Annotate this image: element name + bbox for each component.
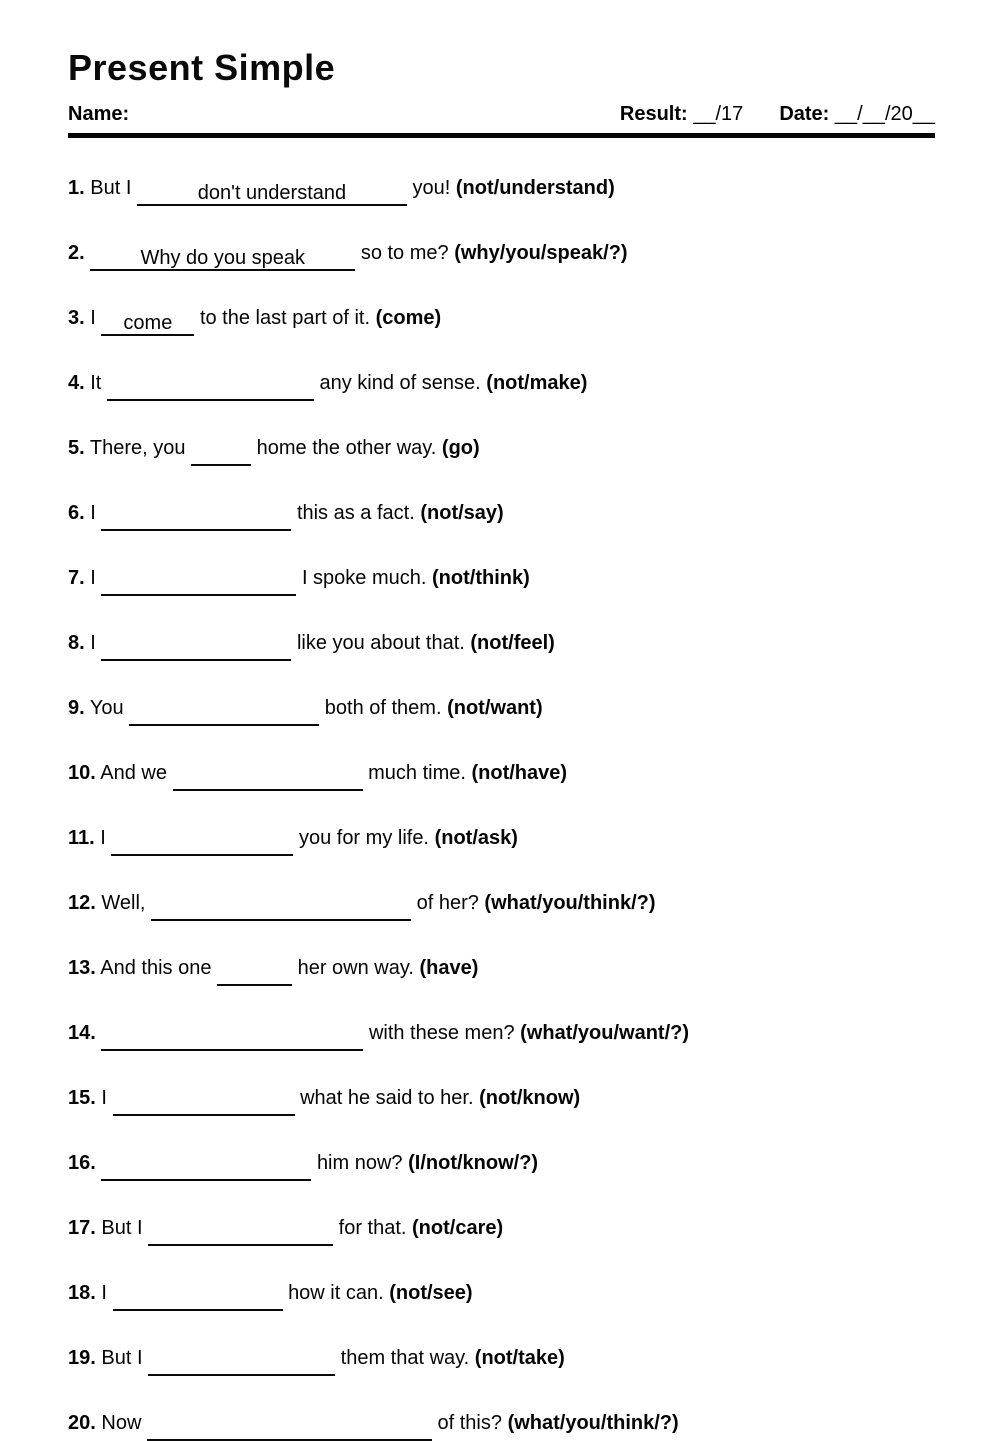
page-title: Present Simple [68, 47, 336, 88]
item-number: 2. [68, 242, 85, 265]
item-text-after: home the other way. [256, 437, 437, 460]
answer-blank[interactable] [137, 182, 407, 206]
answer-blank[interactable] [107, 377, 314, 401]
exercise-item [68, 1021, 935, 1051]
header-meta-row [68, 102, 935, 126]
exercise-item [68, 1151, 935, 1181]
verb-hint: (not/ask) [434, 827, 518, 850]
verb-hint: (go) [441, 437, 480, 460]
exercise-item [68, 1346, 935, 1376]
exercise-item [68, 501, 935, 531]
item-text-after: any kind of sense. [319, 372, 481, 395]
item-text-after: with these men? [368, 1022, 515, 1045]
exercise-item [68, 826, 935, 856]
exercise-item [68, 436, 935, 466]
answer-text: come [123, 312, 173, 335]
item-number: 6. [68, 502, 85, 525]
item-text-before: And this one [100, 957, 212, 980]
verb-hint: (not/understand) [455, 177, 615, 200]
exercise-item [68, 566, 935, 596]
item-text-after: this as a fact. [296, 502, 415, 525]
verb-hint: (have) [419, 957, 479, 980]
answer-blank[interactable] [191, 442, 251, 466]
result-field [620, 102, 743, 126]
answer-blank[interactable] [173, 767, 363, 791]
name-field [68, 102, 129, 126]
item-text-after: you for my life. [298, 827, 429, 850]
item-text-after: so to me? [360, 242, 449, 265]
date-field [779, 102, 935, 126]
verb-hint: (not/want) [447, 697, 543, 720]
item-number: 8. [68, 632, 85, 655]
item-text-after: them that way. [340, 1347, 470, 1370]
result-value[interactable]: __/17 [693, 103, 744, 126]
answer-blank[interactable] [148, 1352, 335, 1376]
item-text-before: It [90, 372, 102, 395]
item-number: 20. [68, 1412, 96, 1435]
item-text-after: of this? [437, 1412, 502, 1435]
item-text-before: I [90, 567, 96, 590]
date-value[interactable]: __/__/20__ [834, 103, 935, 126]
answer-blank[interactable] [113, 1092, 295, 1116]
verb-hint: (not/have) [471, 762, 568, 785]
answer-blank[interactable] [90, 247, 355, 271]
item-text-before: I [90, 632, 96, 655]
item-number: 16. [68, 1152, 96, 1175]
name-label: Name: [68, 103, 130, 126]
item-text-before: But I [90, 177, 132, 200]
answer-blank[interactable] [101, 507, 291, 531]
item-text-after: of her? [416, 892, 479, 915]
item-text-after: her own way. [297, 957, 414, 980]
item-number: 4. [68, 372, 85, 395]
item-number: 3. [68, 307, 85, 330]
answer-blank[interactable] [101, 1157, 311, 1181]
answer-blank[interactable] [217, 962, 292, 986]
item-text-after: to the last part of it. [199, 307, 371, 330]
item-number: 10. [68, 762, 96, 785]
verb-hint: (what/you/think/?) [484, 892, 656, 915]
answer-blank[interactable] [147, 1417, 432, 1441]
answer-text: Why do you speak [140, 247, 306, 270]
exercise-item [68, 956, 935, 986]
item-text-before: Now [101, 1412, 142, 1435]
item-text-before: You [89, 697, 124, 720]
item-number: 18. [68, 1282, 96, 1305]
exercise-item [68, 631, 935, 661]
item-number: 13. [68, 957, 96, 980]
item-text-before: There, you [89, 437, 186, 460]
item-text-after: like you about that. [296, 632, 465, 655]
verb-hint: (not/make) [486, 372, 588, 395]
verb-hint: (not/think) [432, 567, 530, 590]
item-number: 11. [68, 827, 95, 850]
item-number: 12. [68, 892, 96, 915]
exercise-item [68, 761, 935, 791]
verb-hint: (not/see) [389, 1282, 473, 1305]
answer-blank[interactable] [148, 1222, 333, 1246]
verb-hint: (what/you/think/?) [507, 1412, 679, 1435]
exercise-item [68, 241, 935, 271]
item-number: 9. [68, 697, 85, 720]
verb-hint: (what/you/want/?) [520, 1022, 690, 1045]
item-number: 5. [68, 437, 85, 460]
item-text-after: I spoke much. [301, 567, 427, 590]
item-text-before: I [90, 307, 96, 330]
item-text-after: him now? [316, 1152, 403, 1175]
verb-hint: (not/feel) [470, 632, 555, 655]
item-number: 1. [68, 177, 85, 200]
item-text-before: I [90, 502, 96, 525]
answer-blank[interactable] [113, 1287, 283, 1311]
answer-blank[interactable] [101, 572, 296, 596]
exercise-item [68, 1086, 935, 1116]
item-number: 15. [68, 1087, 96, 1110]
item-number: 7. [68, 567, 85, 590]
item-number: 19. [68, 1347, 96, 1370]
verb-hint: (not/know) [479, 1087, 581, 1110]
result-label: Result: [619, 103, 688, 126]
item-text-after: you! [412, 177, 451, 200]
exercise-list [68, 176, 935, 1441]
verb-hint: (not/say) [420, 502, 504, 525]
item-text-before: But I [101, 1217, 143, 1240]
item-text-before: I [101, 1087, 107, 1110]
verb-hint: (why/you/speak/?) [454, 242, 628, 265]
verb-hint: (I/not/know/?) [408, 1152, 539, 1175]
item-number: 17. [68, 1217, 96, 1240]
verb-hint: (not/care) [412, 1217, 504, 1240]
exercise-item [68, 1281, 935, 1311]
answer-blank[interactable] [151, 897, 411, 921]
item-number: 14. [68, 1022, 96, 1045]
item-text-after: much time. [368, 762, 466, 785]
exercise-item [68, 371, 935, 401]
exercise-item [68, 891, 935, 921]
exercise-item [68, 1411, 935, 1441]
answer-blank[interactable] [101, 637, 291, 661]
verb-hint: (come) [375, 307, 442, 330]
header-divider [68, 133, 935, 138]
item-text-before: But I [101, 1347, 143, 1370]
exercise-item [68, 696, 935, 726]
answer-blank[interactable] [101, 312, 194, 336]
item-text-before: I [100, 827, 106, 850]
item-text-after: how it can. [288, 1282, 384, 1305]
item-text-after: for that. [338, 1217, 407, 1240]
answer-blank[interactable] [111, 832, 293, 856]
exercise-item [68, 306, 935, 336]
date-label: Date: [779, 103, 830, 126]
verb-hint: (not/take) [474, 1347, 565, 1370]
item-text-before: Well, [101, 892, 146, 915]
answer-blank[interactable] [101, 1027, 363, 1051]
item-text-before: And we [100, 762, 167, 785]
exercise-item [68, 1216, 935, 1246]
exercise-item [68, 176, 935, 206]
answer-blank[interactable] [129, 702, 319, 726]
answer-text: don't understand [197, 182, 347, 205]
item-text-before: I [101, 1282, 107, 1305]
item-text-after: both of them. [324, 697, 442, 720]
result-date-group [620, 102, 935, 126]
item-text-after: what he said to her. [300, 1087, 474, 1110]
